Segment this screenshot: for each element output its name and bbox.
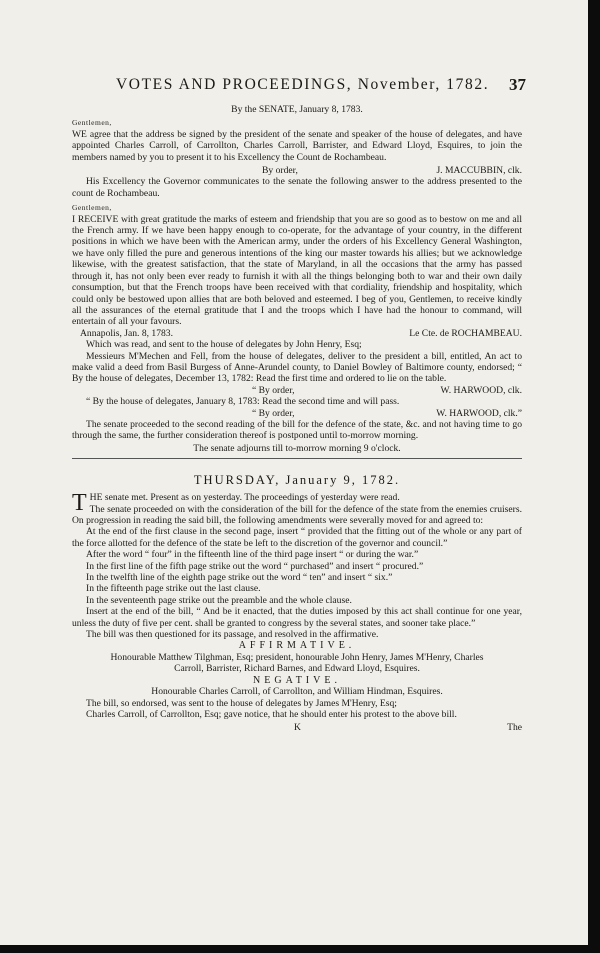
jan9-paragraph-2: The senate proceeded on with the consideration of the bill for the defence of the state from the enemies cruisers. On progression in reading the said bill, the following amendments were severally moved for and agreed to: <box>72 503 522 526</box>
amendment-5: In the fifteenth page strike out the last clause. <box>86 583 261 595</box>
signature-mark: K <box>294 722 301 734</box>
jan8-heading: By the SENATE, January 8, 1783. <box>231 104 363 115</box>
jan8-salutation-1: Gentlemen, <box>72 118 112 128</box>
rochambeau-letter: I RECEIVE with great gratitude the marks of esteem and friendship that you are so good as to bestow on me and all the French army. If we have been happy enough to co-operate, for the advantage of your country, in the different positions in which we have been with the American army, under the orders of his Excellency General Washington, we have only filled the pure and generous intentions of the king our master towards his allies; but we acknowledge likewise, with the greatest satisfaction, that the state of Maryland, in all the occasions that the army has passed through it, has not only been ever ready to furnish it with all the things belonging both to war and their own daily consumption, but that the French troops have been received with that cordiality, friendship and hospitality, which could only be bestowed upon allies that are both beloved and esteemed. I beg of you, Gentlemen, to receive kindly all the assurances of the eternal gratitude that I and the troops which I have had the honour to command, will entertain of all your favours. <box>72 213 522 328</box>
jan8-order-line-2 <box>72 385 522 396</box>
affirmative-label: AFFIRMATIVE. <box>238 640 356 652</box>
jan8-adjournment: The senate adjourns till to-morrow morning 9 o'clock. <box>193 442 401 454</box>
jan9-paragraph-4: The bill, so endorsed, was sent to the house of delegates by James M'Henry, Esq; <box>86 697 397 709</box>
jan9-opening <box>72 492 522 526</box>
amendment-1: At the end of the first clause in the second page, insert “ provided that the fitting out of the whole or any part of the force allotted for the defence of the state be left to the discretion of the governor and council.” <box>72 526 522 549</box>
drop-cap: T <box>72 490 87 517</box>
section-rule <box>72 458 522 459</box>
amendment-2: After the word “ four” in the fifteenth line of the third page insert “ or during the war.” <box>86 549 419 561</box>
jan8-paragraph-4: Which was read, and sent to the house of delegates by John Henry, Esq; <box>86 339 362 351</box>
jan9-paragraph-3: The bill was then questioned for its passage, and resolved in the affirmative. <box>86 629 379 641</box>
jan8-paragraph-1: WE agree that the address be signed by the president of the senate and speaker of the house of delegates, and have appointed Charles Carroll, of Carrollton, Charles Carroll, Barrister, and Edward Lloyd, Esquires, to join the members named by you to present it to his Excellency the Count de Rochambeau. <box>72 128 522 163</box>
clerk-signature: W. HARWOOD, clk.” <box>436 407 522 419</box>
jan8-order-line-1 <box>72 165 522 176</box>
jan8-paragraph-2: His Excellency the Governor communicates to the senate the following answer to the address presented to the count de Rochambeau. <box>72 176 522 199</box>
clerk-signature: W. HARWOOD, clk. <box>440 384 522 396</box>
jan8-paragraph-6: “ By the house of delegates, January 8, 1783: Read the second time and will pass. <box>86 396 400 408</box>
clerk-signature: J. MACCUBBIN, clk. <box>436 165 522 177</box>
jan8-order-line-3 <box>72 408 522 419</box>
letter-place-date: Annapolis, Jan. 8, 1783. <box>80 327 174 339</box>
letter-signature: Le Cte. de ROCHAMBEAU. <box>409 327 522 339</box>
jan9-paragraph-1: HE senate met. Present as on yesterday. The proceedings of yesterday were read. <box>89 492 400 504</box>
running-header <box>72 74 526 98</box>
scan-border-right <box>588 0 600 953</box>
catchword: The <box>507 722 522 734</box>
scan-border-bottom <box>0 945 600 953</box>
negative-label: NEGATIVE. <box>253 674 341 686</box>
jan8-paragraph-5: Messieurs M'Mechen and Fell, from the house of delegates, deliver to the president a bill, entitled, An act to make valid a deed from Basil Burgess of Anne-Arundel county, to Daniel Bowley of Baltimore county, endorsed; “ By the house of delegates, December 13, 1782: Read the first time and ordered to lie on the table. <box>72 350 522 385</box>
page-number: 37 <box>509 75 526 94</box>
amendment-3: In the first line of the fifth page strike out the word “ purchased” and insert “ procured.” <box>86 560 424 572</box>
running-title: VOTES AND PROCEEDINGS, November, 1782. <box>116 76 490 93</box>
amendment-7: Insert at the end of the bill, “ And be it enacted, that the duties imposed by this act shall continue for one year, unless the duty of five per cent. shall be granted to congress by the several states, and sooner take place.” <box>72 606 522 629</box>
by-order-label: By order, <box>262 165 298 177</box>
letter-close <box>72 328 522 339</box>
by-order-label: “ By order, <box>252 384 295 396</box>
affirmative-names: Honourable Matthew Tilghman, Esq; president, honourable John Henry, James M'Henry, Charles Carroll, Barrister, Richard Barnes, and Edward Lloyd, Esquires. <box>110 651 484 675</box>
negative-names: Honourable Charles Carroll, of Carrollton, and William Hindman, Esquires. <box>151 686 443 698</box>
amendment-6: In the seventeenth page strike out the preamble and the whole clause. <box>86 594 352 606</box>
jan8-salutation-2: Gentlemen, <box>72 203 112 213</box>
jan8-paragraph-7: The senate proceeded to the second reading of the bill for the defence of the state, &c. and not having time to go through the same, the further consideration thereof is postponed until to-morrow morning. <box>72 418 522 442</box>
by-order-label: “ By order, <box>252 407 295 419</box>
amendment-4: In the twelfth line of the eighth page strike out the word “ ten” and insert “ six.” <box>86 572 393 584</box>
jan9-heading: THURSDAY, January 9, 1782. <box>193 473 401 488</box>
page-footer <box>72 722 522 733</box>
jan9-paragraph-5: Charles Carroll, of Carrollton, Esq; gave notice, that he should enter his protest to the above bill. <box>86 708 457 720</box>
document-page <box>72 74 526 734</box>
